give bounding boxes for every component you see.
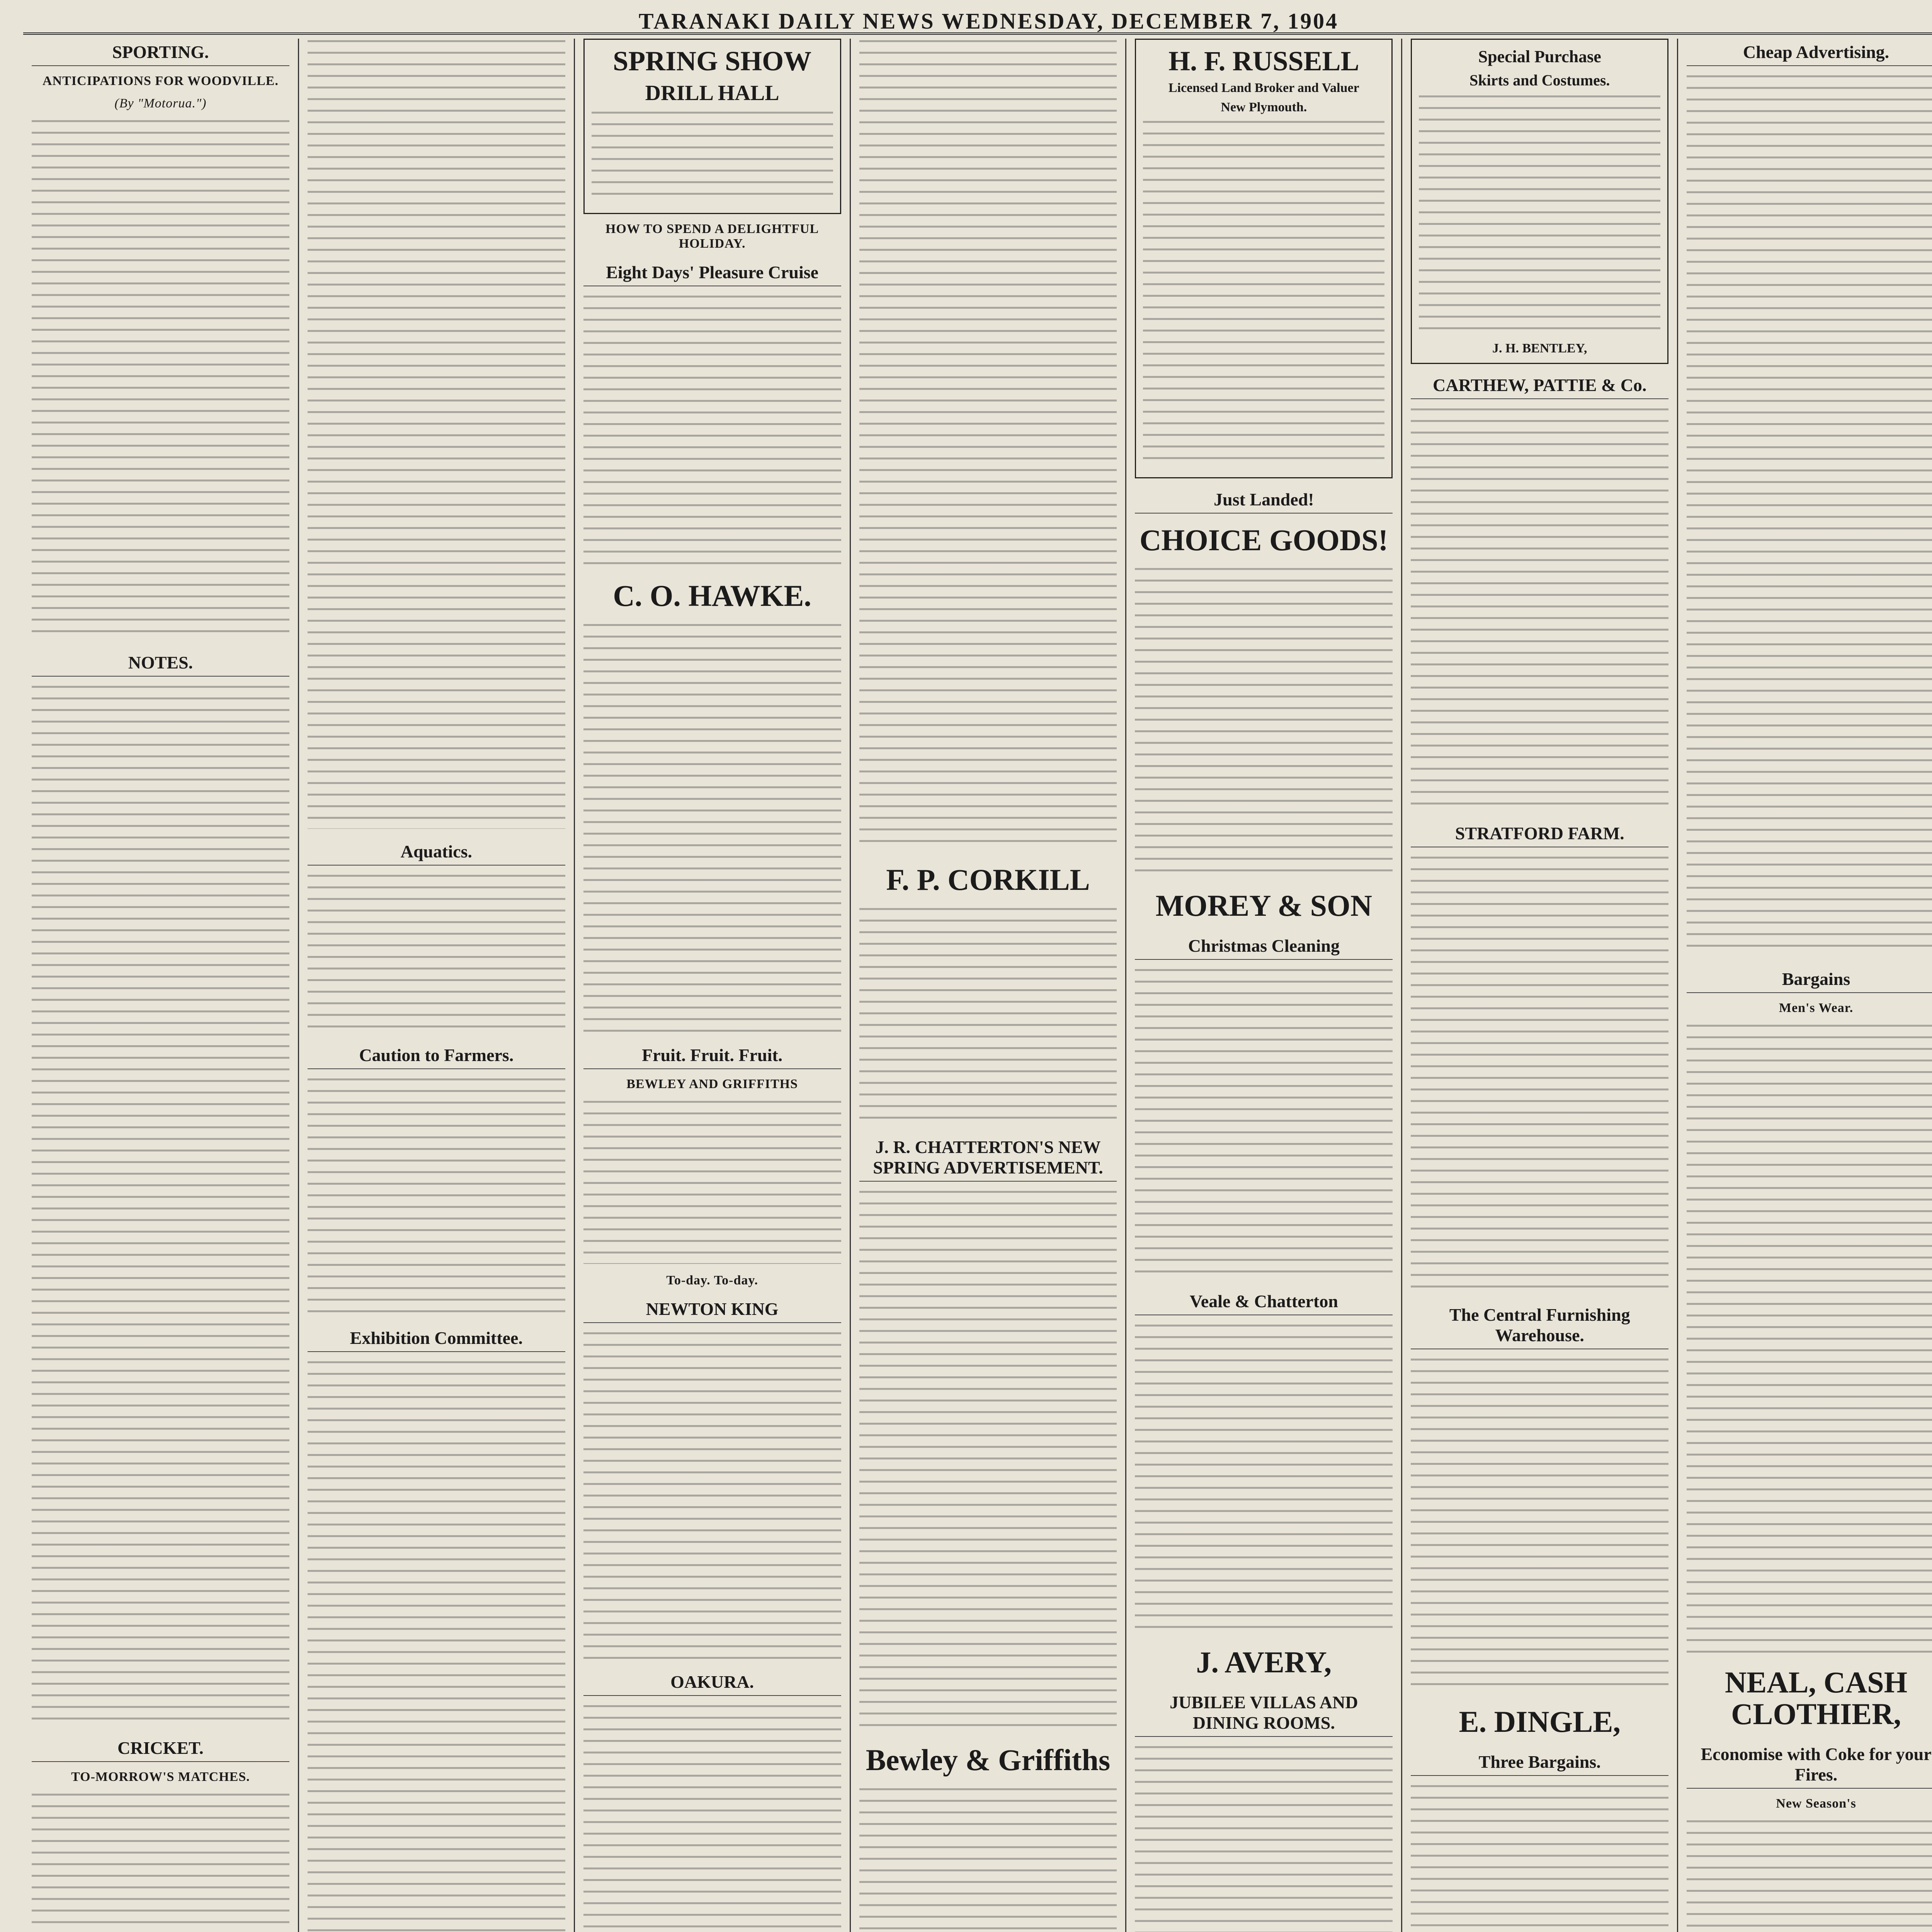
column-3: [575, 39, 851, 1932]
furnishing-heading: The Central Furnishing Warehouse.: [1411, 1301, 1668, 1349]
ad-text: [1135, 568, 1393, 878]
today-heading: To-day. To-day.: [666, 1273, 758, 1288]
ad-text: [859, 908, 1117, 1124]
column-4: [851, 39, 1127, 1932]
ad-text: [859, 40, 1117, 852]
anticipations-heading: ANTICIPATIONS FOR WOODVILLE.: [43, 74, 279, 88]
ad-text: [1135, 969, 1393, 1279]
column-2: [299, 39, 575, 1932]
ad-text: [583, 1332, 841, 1659]
jubilee-heading: JUBILEE VILLAS AND DINING ROOMS.: [1135, 1689, 1393, 1737]
morey-ad: MOREY & SON: [1155, 889, 1372, 923]
drill-hall: DRILL HALL: [645, 81, 779, 105]
new-season: New Season's: [1776, 1796, 1856, 1811]
three-bargains: Three Bargains.: [1411, 1748, 1668, 1776]
special-purchase-ad: [1411, 39, 1668, 364]
economise-heading: Economise with Coke for your Fires.: [1687, 1741, 1932, 1789]
ad-text: [583, 296, 841, 568]
cricket-heading: CRICKET.: [32, 1735, 289, 1762]
veale-heading: Veale & Chatterton: [1135, 1288, 1393, 1315]
oakura-heading: OAKURA.: [583, 1668, 841, 1696]
corkill-ad: F. P. CORKILL: [886, 863, 1090, 897]
ad-text: [583, 1705, 841, 1932]
hawke-ad: C. O. HAWKE.: [613, 579, 811, 613]
newton-king-heading: NEWTON KING: [583, 1296, 841, 1323]
russell-name: H. F. RUSSELL: [1168, 46, 1359, 77]
just-landed: Just Landed!: [1135, 486, 1393, 514]
ad-text: [1411, 857, 1668, 1292]
tomorrow-heading: TO-MORROW'S MATCHES.: [71, 1770, 250, 1784]
cruise-heading: Eight Days' Pleasure Cruise: [583, 259, 841, 286]
article-text: [308, 875, 565, 1032]
article-text: [32, 1794, 289, 1932]
ad-text: [859, 1788, 1117, 1932]
ad-text: [1411, 408, 1668, 811]
ad-text: [583, 1101, 841, 1264]
masthead: TARANAKI DAILY NEWS WEDNESDAY, DECEMBER 7, 1904: [23, 9, 1932, 35]
ad-text: [1143, 121, 1384, 469]
chatterton-heading: J. R. CHATTERTON'S NEW SPRING ADVERTISEMENT.: [859, 1134, 1117, 1182]
ad-text: [592, 112, 833, 204]
article-text: [32, 120, 289, 640]
article-text: [308, 40, 565, 829]
sporting-heading: SPORTING.: [32, 39, 289, 66]
neal-ad: NEAL, CASH CLOTHIER,: [1725, 1665, 1908, 1731]
column-6: [1402, 39, 1678, 1932]
spring-show-title: SPRING SHOW: [613, 46, 812, 77]
ad-text: [583, 624, 841, 1032]
column-7: [1678, 39, 1932, 1932]
column-5: [1126, 39, 1402, 1932]
ad-text: [859, 1191, 1117, 1732]
ad-text: [1135, 1746, 1393, 1932]
cheap-advertising: Cheap Advertising.: [1687, 39, 1932, 66]
ad-text: [1687, 1820, 1932, 1932]
article-text: [308, 1078, 565, 1315]
licensed-broker: Licensed Land Broker and Valuer: [1168, 80, 1359, 95]
bewley-heading: BEWLEY AND GRIFFITHS: [626, 1077, 798, 1091]
russell-ad: [1135, 39, 1393, 478]
bentley-name: J. H. BENTLEY,: [1492, 341, 1587, 355]
ad-text: [1419, 95, 1660, 335]
special-purchase: Special Purchase: [1478, 47, 1601, 66]
ad-text: [1687, 1025, 1932, 1654]
spend-holiday-heading: HOW TO SPEND A DELIGHTFUL HOLIDAY.: [605, 221, 819, 251]
aquatics-heading: Aquatics.: [308, 838, 565, 866]
skirts-costumes: Skirts and Costumes.: [1469, 71, 1610, 89]
fruit-heading: Fruit. Fruit. Fruit.: [583, 1042, 841, 1069]
ad-text: [1135, 1325, 1393, 1634]
notes-heading: NOTES.: [32, 649, 289, 677]
ad-text: [1411, 1785, 1668, 1932]
article-text: [32, 686, 289, 1725]
stratford-heading: STRATFORD FARM.: [1411, 820, 1668, 847]
mens-wear: Men's Wear.: [1779, 1001, 1854, 1015]
dingle-ad: E. DINGLE,: [1459, 1704, 1621, 1738]
carthew-heading: CARTHEW, PATTIE & Co.: [1411, 372, 1668, 399]
caution-heading: Caution to Farmers.: [308, 1042, 565, 1069]
article-text: [308, 1361, 565, 1932]
column-1: [23, 39, 299, 1932]
choice-goods: CHOICE GOODS!: [1139, 523, 1388, 557]
christmas-cleaning: Christmas Cleaning: [1135, 932, 1393, 960]
columns: [23, 39, 1932, 1932]
exhibition-heading: Exhibition Committee.: [308, 1325, 565, 1352]
spring-show-ad: [583, 39, 841, 214]
ad-text: [1411, 1359, 1668, 1694]
new-plymouth: New Plymouth.: [1221, 100, 1307, 114]
avery-ad: J. AVERY,: [1196, 1645, 1332, 1679]
bewley-griffiths-ad: Bewley & Griffiths: [866, 1743, 1111, 1777]
bargains-heading: Bargains: [1687, 966, 1932, 993]
classified-text: [1687, 75, 1932, 956]
byline: (By "Motorua."): [114, 96, 207, 111]
